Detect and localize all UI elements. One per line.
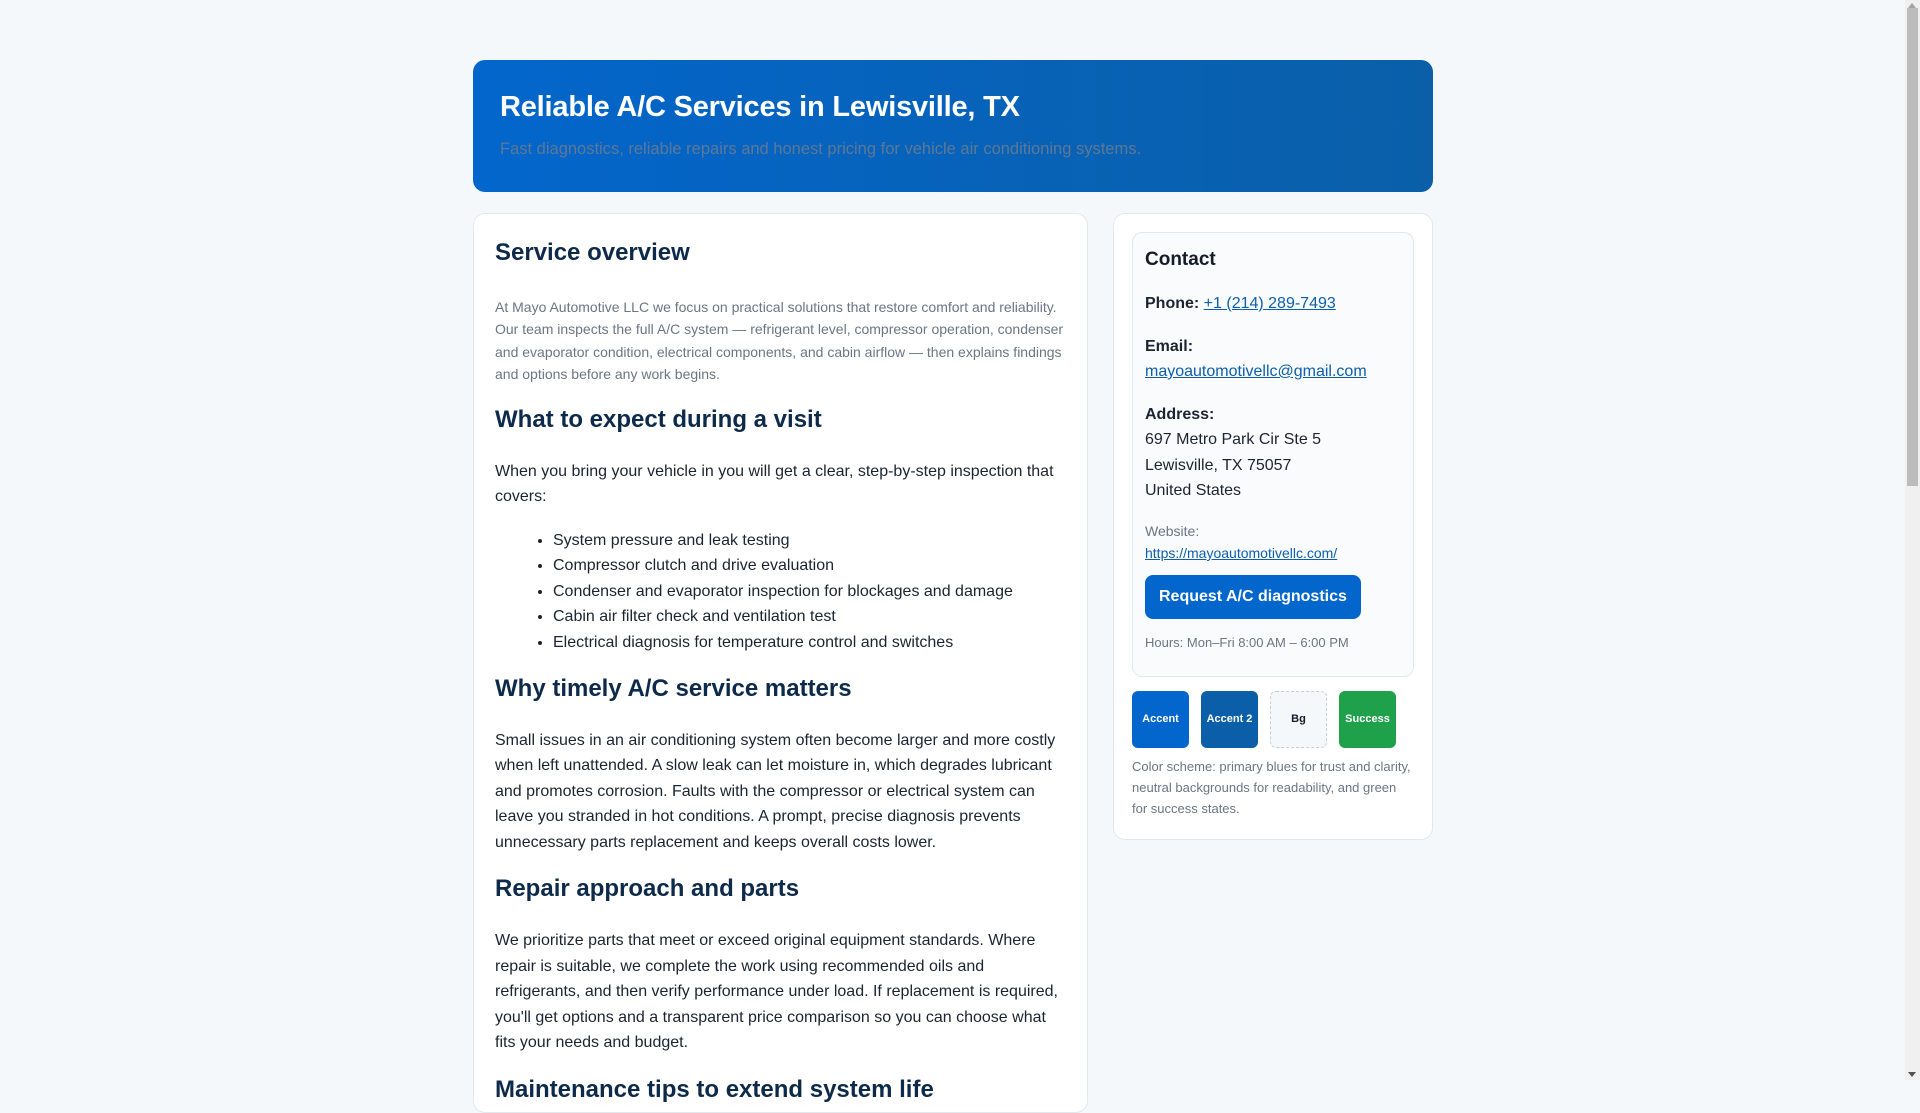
phone-link[interactable]: +1 (214) 289-7493 — [1203, 295, 1336, 312]
swatch-bg: Bg — [1270, 691, 1327, 748]
address-line: 697 Metro Park Cir Ste 5 — [1145, 431, 1322, 448]
email-link[interactable]: mayoautomotivellc@gmail.com — [1145, 363, 1367, 380]
list-item: • Condenser and evaporator inspection for blockages and damage — [553, 579, 1066, 605]
address-block — [1145, 402, 1401, 504]
business-hours: Hours: Mon–Fri 8:00 AM – 6:00 PM — [1145, 634, 1349, 650]
list-item: • Compressor clutch and drive evaluation — [553, 553, 1066, 579]
content-grid — [473, 213, 1433, 1113]
repair-text: We prioritize parts that meet or exceed original equipment standards. Where repair is suitable, we complete the work using recommended oils and refrigerants, and then verify performance under load. If replacement is required, you'll get options and a transparent price comparison so you can choose what fits your needs and budget. — [495, 932, 1058, 1052]
visit-checklist — [495, 528, 1066, 656]
color-scheme-note: Color scheme: primary blues for trust and clarity, neutral backgrounds for readability, and green for success states. — [1132, 758, 1411, 816]
phone-row — [1145, 291, 1401, 317]
visit-heading: What to expect during a visit — [495, 405, 822, 433]
swatch-accent: Accent — [1132, 691, 1189, 748]
scrollbar-thumb[interactable] — [1907, 8, 1918, 486]
list-item: • Cabin air filter check and ventilation test — [553, 604, 1066, 630]
address-line: Lewisville, TX 75057 — [1145, 456, 1292, 474]
color-swatches — [1132, 691, 1414, 748]
overview-text: At Mayo Automotive LLC we focus on practical solutions that restore comfort and reliability. Our team inspects the full A/C system — refrigerant level, compressor operation, condenser and evaporator condition, electrical components, and cabin airflow — then explains findings and options before any work begins. — [495, 298, 1064, 383]
repair-heading: Repair approach and parts — [495, 875, 800, 903]
list-item: • Electrical diagnosis for temperature control and switches — [553, 630, 1066, 656]
overview-heading: Service overview — [495, 239, 690, 266]
scroll-down-arrow-icon[interactable] — [1908, 1072, 1916, 1077]
email-label: Email: — [1145, 337, 1194, 355]
page-container — [473, 60, 1433, 1113]
website-label: Website: — [1145, 522, 1200, 539]
main-content-card — [473, 213, 1088, 1113]
request-diagnostics-button[interactable]: Request A/C diagnostics — [1145, 575, 1361, 619]
phone-label: Phone: — [1145, 295, 1200, 312]
swatch-accent-2: Accent 2 — [1201, 691, 1258, 748]
hero-banner — [473, 60, 1433, 192]
hero-subtitle: Fast diagnostics, reliable repairs and honest pricing for vehicle air conditioning systems. — [500, 139, 1142, 158]
timely-text: Small issues in an air conditioning system often become larger and more costly when left unattended. A slow leak can let moisture in, which degrades lubricant and promotes corrosion. Faults with the compressor or electrical system can leave you stranded in hot conditions. A prompt, precise diagnosis prevents unnecessary parts replacement and keeps overall costs lower. — [495, 731, 1056, 851]
email-row — [1145, 334, 1401, 385]
address-label: Address: — [1145, 405, 1215, 423]
vertical-scrollbar[interactable] — [1905, 0, 1920, 1080]
maintenance-heading: Maintenance tips to extend system life — [495, 1075, 934, 1103]
contact-heading: Contact — [1145, 249, 1216, 270]
visit-intro: When you bring your vehicle in you will get a clear, step-by-step inspection that covers: — [495, 462, 1054, 506]
website-link[interactable]: https://mayoautomotivellc.com/ — [1145, 545, 1338, 561]
page-title: Reliable A/C Services in Lewisville, TX — [500, 91, 1020, 123]
timely-heading: Why timely A/C service matters — [495, 675, 852, 703]
contact-panel — [1132, 232, 1414, 677]
swatch-success: Success — [1339, 691, 1396, 748]
list-item: • System pressure and leak testing — [553, 528, 1066, 554]
address-line: United States — [1145, 482, 1242, 499]
sidebar-card — [1113, 213, 1433, 840]
